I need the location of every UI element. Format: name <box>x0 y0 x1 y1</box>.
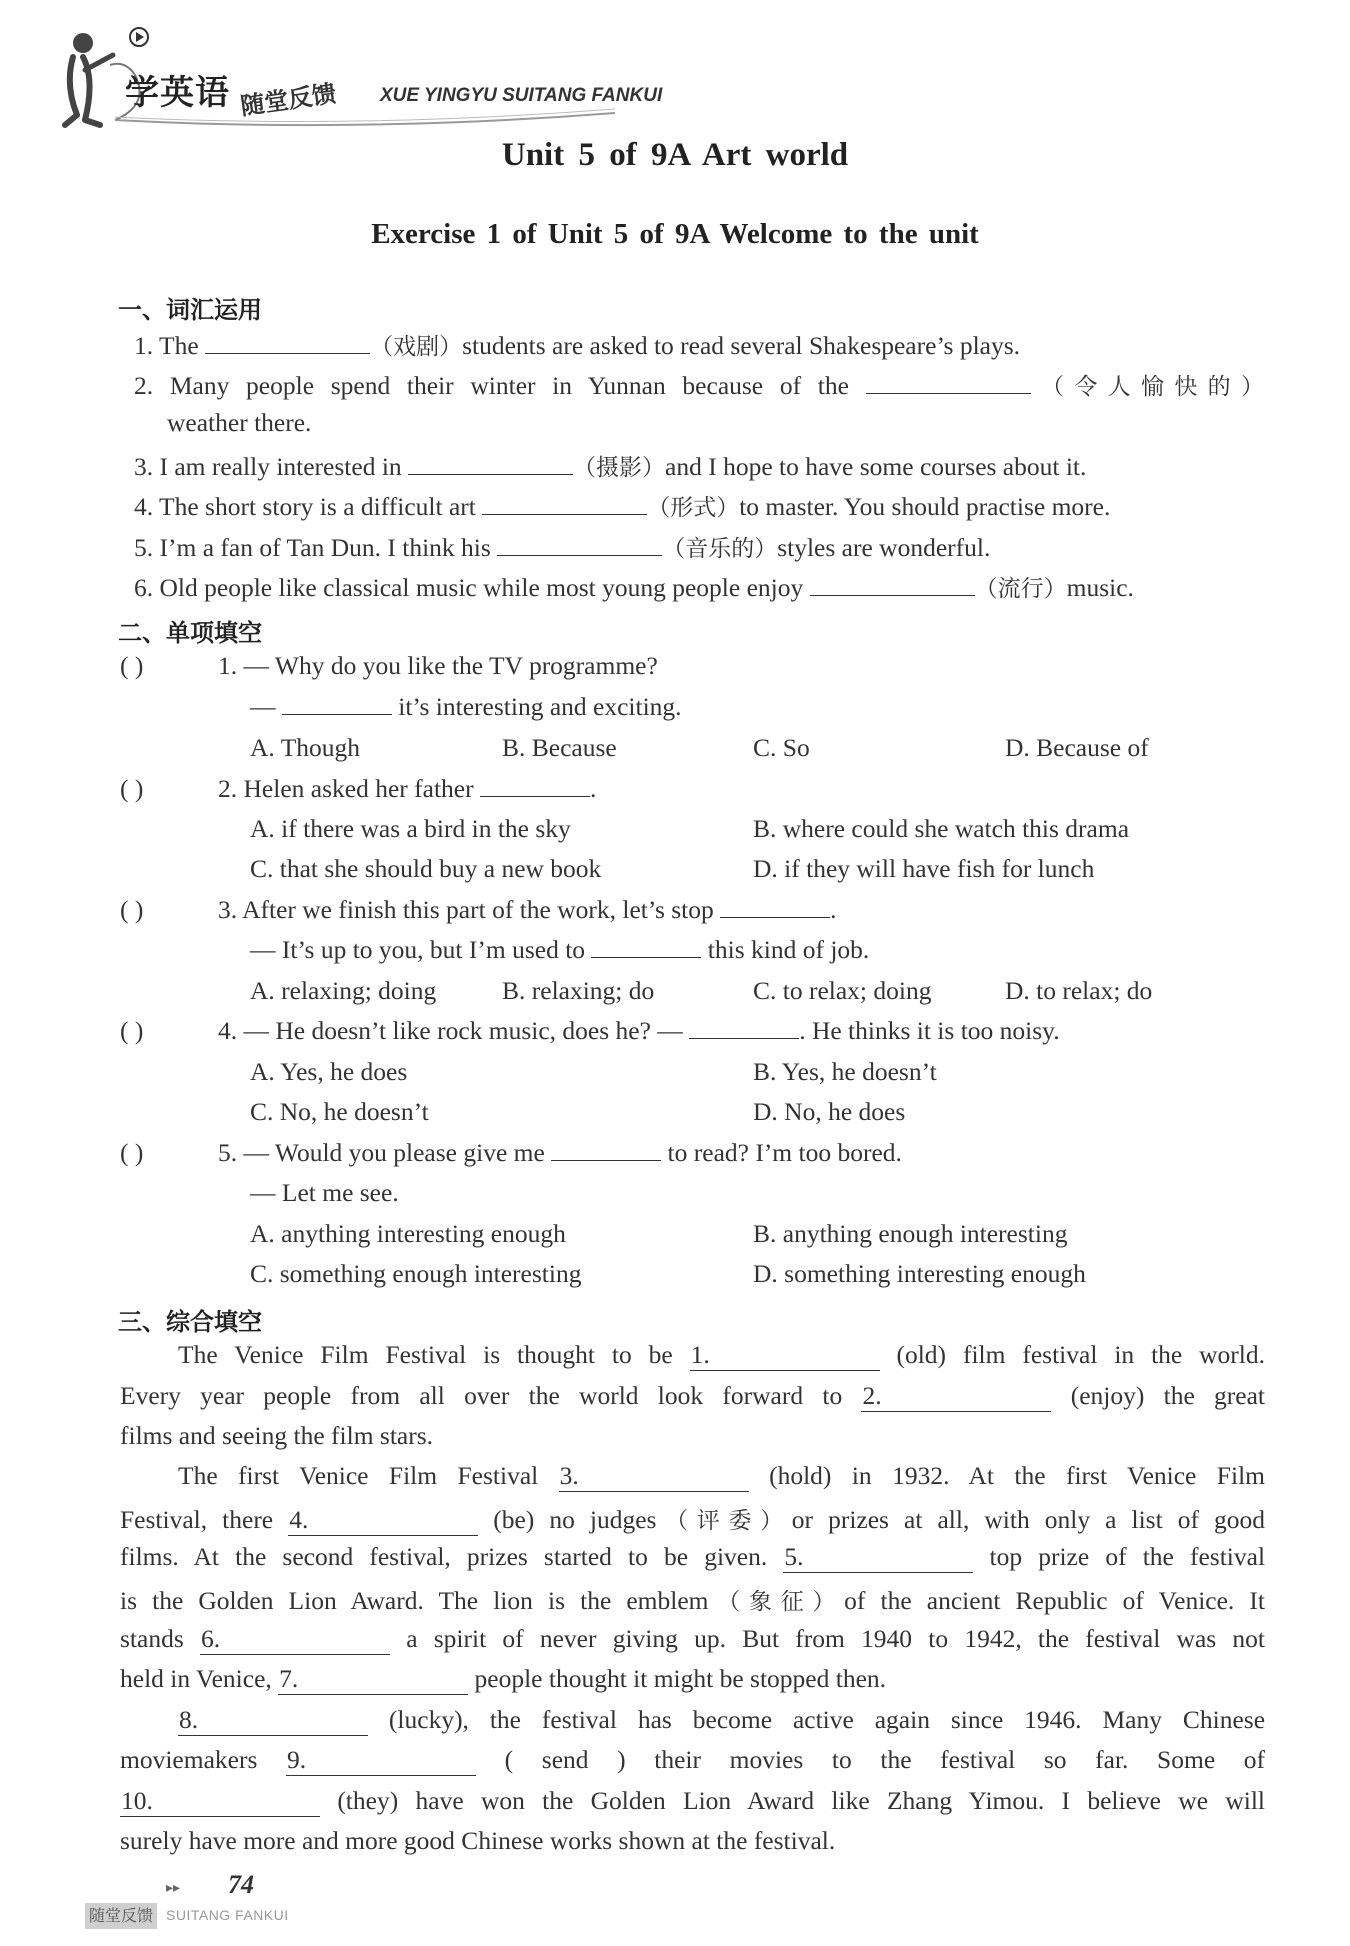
section-heading-vocabulary: 一、词汇运用 <box>118 296 262 324</box>
mc-q3-option-d[interactable]: D. to relax; do <box>1005 976 1153 1005</box>
answer-blank[interactable] <box>480 774 590 797</box>
mc-question-1-stem: 1. — Why do you like the TV programme? <box>218 651 658 680</box>
answer-blank[interactable] <box>866 371 1031 394</box>
answer-blank[interactable] <box>408 452 573 475</box>
mc-question-5-stem-2: — Let me see. <box>250 1178 399 1207</box>
mc-q4-option-c[interactable]: C. No, he doesn’t <box>250 1097 429 1126</box>
mc-q2-option-b[interactable]: B. where could she watch this drama <box>753 814 1130 843</box>
header-logo <box>55 25 695 135</box>
brand-title: 学英语 <box>125 73 230 113</box>
vocab-question-1: 1. The （戏剧）students are asked to read several Shakespeare’s plays. <box>134 331 1021 360</box>
cloze-line-11: moviemakers 9. ( send ) their movies to the festival so far. Some of <box>120 1745 1266 1774</box>
mc-q1-option-c[interactable]: C. So <box>753 733 810 762</box>
answer-blank[interactable] <box>282 692 392 715</box>
answer-blank[interactable] <box>482 492 647 515</box>
cloze-line-3: films and seeing the film stars. <box>120 1421 434 1450</box>
cloze-blank-9[interactable]: 9. <box>286 1745 476 1776</box>
answer-blank[interactable] <box>205 331 370 354</box>
page-arrow-icon: ▸▸ <box>166 1880 181 1896</box>
vocab-question-2: 2. Many people spend their winter in Yunnan because of the （令人愉快的） <box>134 371 1265 400</box>
vocab-question-2-cont: weather there. <box>167 408 312 437</box>
mc-q5-option-b[interactable]: B. anything enough interesting <box>753 1219 1068 1248</box>
mc-q1-option-a[interactable]: A. Though <box>250 733 361 762</box>
mc-q3-option-b[interactable]: B. relaxing; do <box>502 976 655 1005</box>
page-title: Unit 5 of 9A Art world <box>501 137 849 173</box>
mc-question-4-stem: 4. — He doesn’t like rock music, does he? — . He thinks it is too noisy. <box>218 1016 1060 1045</box>
mc-q3-option-c[interactable]: C. to relax; doing <box>753 976 932 1005</box>
answer-bracket[interactable]: ( ) <box>120 895 144 924</box>
mc-question-5-stem: 5. — Would you please give me to read? I’m too bored. <box>218 1138 902 1167</box>
section-heading-cloze: 三、综合填空 <box>118 1308 262 1336</box>
cloze-line-4: The first Venice Film Festival 3. (hold) in 1932. At the first Venice Film <box>178 1461 1265 1490</box>
exercise-subtitle: Exercise 1 of Unit 5 of 9A Welcome to the unit <box>371 218 979 250</box>
page-number: 74 <box>228 1870 254 1899</box>
mc-q1-option-d[interactable]: D. Because of <box>1005 733 1149 762</box>
mc-q2-option-d[interactable]: D. if they will have fish for lunch <box>753 854 1095 883</box>
answer-blank[interactable] <box>551 1138 661 1161</box>
footer-tag-pinyin: SUITANG FANKUI <box>166 1907 289 1923</box>
mc-q5-option-d[interactable]: D. something interesting enough <box>753 1259 1086 1288</box>
cloze-line-5: Festival, there 4. (be) no judges（评委）or prizes at all, with only a list of good <box>120 1505 1265 1534</box>
mc-q4-option-d[interactable]: D. No, he does <box>753 1097 906 1126</box>
cloze-blank-4[interactable]: 4. <box>288 1505 478 1536</box>
cloze-blank-3[interactable]: 3. <box>559 1461 749 1492</box>
cloze-line-8: stands 6. a spirit of never giving up. But from 1940 to 1942, the festival was not <box>120 1624 1266 1653</box>
cloze-blank-8[interactable]: 8. <box>178 1705 368 1736</box>
mc-q4-option-b[interactable]: B. Yes, he doesn’t <box>753 1057 937 1086</box>
section-heading-multiple-choice: 二、单项填空 <box>118 619 262 647</box>
cloze-blank-5[interactable]: 5. <box>783 1542 973 1573</box>
vocab-question-6: 6. Old people like classical music while most young people enjoy （流行）music. <box>134 573 1134 602</box>
vocab-question-4: 4. The short story is a difficult art （形式）to master. You should practise more. <box>134 492 1111 521</box>
cloze-line-7: is the Golden Lion Award. The lion is the emblem（象征）of the ancient Republic of Venice. It <box>120 1586 1265 1615</box>
answer-bracket[interactable]: ( ) <box>120 1016 144 1045</box>
answer-bracket[interactable]: ( ) <box>120 774 144 803</box>
brand-subtitle: 随堂反馈 <box>238 79 338 121</box>
mc-q4-option-a[interactable]: A. Yes, he does <box>250 1057 408 1086</box>
footer-tag: 随堂反馈 <box>85 1903 157 1929</box>
cloze-blank-7[interactable]: 7. <box>278 1664 468 1695</box>
cloze-line-6: films. At the second festival, prizes started to be given. 5. top prize of the festival <box>120 1542 1266 1571</box>
mc-q3-option-a[interactable]: A. relaxing; doing <box>250 976 437 1005</box>
cloze-line-2: Every year people from all over the world look forward to 2. (enjoy) the great <box>120 1381 1266 1410</box>
mc-question-1-stem-2: — it’s interesting and exciting. <box>250 692 682 721</box>
mc-question-3-stem-2: — It’s up to you, but I’m used to this kind of job. <box>250 935 870 964</box>
mc-q2-option-a[interactable]: A. if there was a bird in the sky <box>250 814 571 843</box>
cloze-line-13: surely have more and more good Chinese works shown at the festival. <box>120 1826 836 1855</box>
answer-bracket[interactable]: ( ) <box>120 1138 144 1167</box>
vocab-question-5: 5. I’m a fan of Tan Dun. I think his （音乐的）styles are wonderful. <box>134 533 991 562</box>
answer-blank[interactable] <box>720 895 830 918</box>
answer-blank[interactable] <box>810 573 975 596</box>
cloze-line-12: 10. (they) have won the Golden Lion Award like Zhang Yimou. I believe we will <box>121 1786 1265 1815</box>
cloze-blank-2[interactable]: 2. <box>861 1381 1051 1412</box>
cloze-line-10: 8. (lucky), the festival has become active again since 1946. Many Chinese <box>179 1705 1266 1734</box>
cloze-line-1: The Venice Film Festival is thought to be 1. (old) film festival in the world. <box>178 1340 1265 1369</box>
brand-pinyin: XUE YINGYU SUITANG FANKUI <box>380 85 663 106</box>
answer-blank[interactable] <box>497 533 662 556</box>
cloze-blank-1[interactable]: 1. <box>690 1340 880 1371</box>
mc-question-2-stem: 2. Helen asked her father . <box>218 774 597 803</box>
vocab-question-3: 3. I am really interested in （摄影）and I hope to have some courses about it. <box>134 452 1087 481</box>
mc-q5-option-a[interactable]: A. anything interesting enough <box>250 1219 566 1248</box>
mc-q1-option-b[interactable]: B. Because <box>502 733 617 762</box>
cloze-line-9: held in Venice, 7. people thought it might be stopped then. <box>120 1664 887 1693</box>
cloze-blank-10[interactable]: 10. <box>120 1786 320 1817</box>
answer-bracket[interactable]: ( ) <box>120 651 144 680</box>
mc-question-3-stem: 3. After we finish this part of the work, let’s stop . <box>218 895 837 924</box>
mc-q5-option-c[interactable]: C. something enough interesting <box>250 1259 582 1288</box>
answer-blank[interactable] <box>591 935 701 958</box>
cloze-blank-6[interactable]: 6. <box>200 1624 390 1655</box>
answer-blank[interactable] <box>689 1016 799 1039</box>
mc-q2-option-c[interactable]: C. that she should buy a new book <box>250 854 602 883</box>
